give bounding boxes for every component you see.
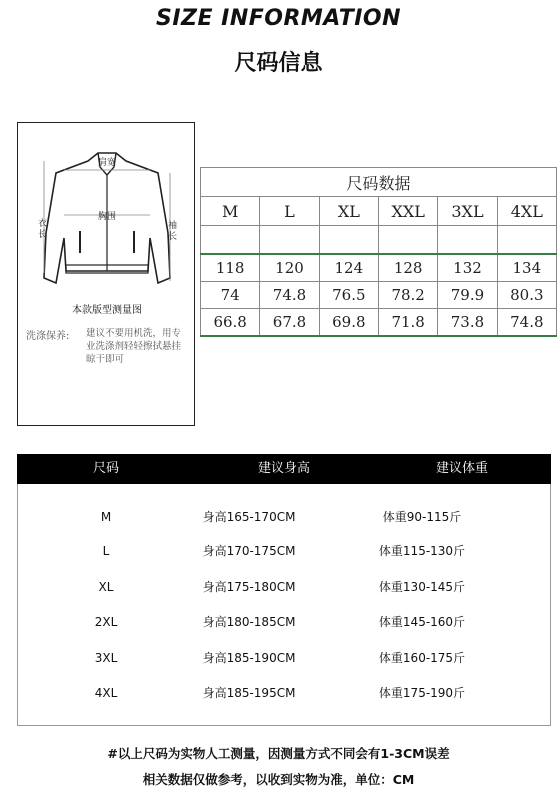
spec-cell: 74.8 bbox=[260, 282, 319, 309]
guide-weight-cell: 体重160-175斤 bbox=[378, 651, 466, 665]
size-header-cell: 4XL bbox=[497, 197, 556, 226]
spec-cell: 118 bbox=[201, 254, 260, 282]
size-header-cell: M bbox=[201, 197, 260, 226]
title-english: SIZE INFORMATION bbox=[155, 6, 402, 31]
spec-cell bbox=[260, 226, 319, 255]
measurement-note: #以上尺码为实物人工测量，因测量方式不同会有1-3CM误差 bbox=[107, 746, 450, 761]
spec-table bbox=[200, 167, 557, 337]
guide-size-cell: 4XL bbox=[94, 686, 118, 700]
spec-cell: 69.8 bbox=[319, 309, 378, 337]
guide-weight-cell: 体重130-145斤 bbox=[378, 580, 466, 594]
spec-cell: 124 bbox=[319, 254, 378, 282]
wash-care-text: 建议不要用机洗，用专业洗涤剂轻轻擦拭悬挂晾干即可 bbox=[86, 328, 182, 365]
diagram-box bbox=[17, 122, 195, 426]
guide-height-cell: 身高185-190CM bbox=[202, 651, 296, 665]
spec-cell: 74.8 bbox=[497, 309, 556, 337]
spec-cell: 76.5 bbox=[319, 282, 378, 309]
spec-cell: 134 bbox=[497, 254, 556, 282]
spec-cell: 74 bbox=[201, 282, 260, 309]
length-label: 衣 长 bbox=[38, 219, 48, 240]
spec-cell: 79.9 bbox=[438, 282, 497, 309]
guide-weight-cell: 体重90-115斤 bbox=[382, 510, 462, 524]
spec-cell: 120 bbox=[260, 254, 319, 282]
guide-size-cell: 2XL bbox=[94, 615, 118, 629]
spec-cell: 66.8 bbox=[201, 309, 260, 337]
spec-cell bbox=[497, 226, 556, 255]
reference-note: 相关数据仅做参考，以收到实物为准，单位：CM bbox=[142, 772, 415, 787]
shoulder-label: 肩宽 bbox=[98, 158, 117, 168]
spec-table-title: 尺码数据 bbox=[201, 168, 557, 197]
size-header-cell: XXL bbox=[378, 197, 437, 226]
spec-cell: 80.3 bbox=[497, 282, 556, 309]
spec-cell: 73.8 bbox=[438, 309, 497, 337]
spec-cell: 132 bbox=[438, 254, 497, 282]
guide-height-cell: 身高180-185CM bbox=[202, 615, 296, 629]
chest-label: 胸围 bbox=[98, 212, 117, 222]
size-header-cell: 3XL bbox=[438, 197, 497, 226]
guide-height-cell: 身高170-175CM bbox=[202, 544, 296, 558]
spec-cell: 67.8 bbox=[260, 309, 319, 337]
spec-cell: 71.8 bbox=[378, 309, 437, 337]
guide-height-cell: 身高175-180CM bbox=[202, 580, 296, 594]
guide-size-cell: XL bbox=[98, 580, 114, 594]
wash-care-label: 洗涤保养: bbox=[26, 331, 70, 342]
guide-height-cell: 身高185-195CM bbox=[202, 686, 296, 700]
sleeve-label: 袖 长 bbox=[168, 221, 178, 242]
guide-weight-cell: 体重115-130斤 bbox=[378, 544, 466, 558]
guide-weight-cell: 体重175-190斤 bbox=[378, 686, 466, 700]
header-height: 建议身高 bbox=[257, 461, 310, 476]
size-header-cell: L bbox=[260, 197, 319, 226]
size-header-cell: XL bbox=[319, 197, 378, 226]
spec-cell bbox=[378, 226, 437, 255]
guide-size-cell: L bbox=[102, 544, 110, 558]
spec-cell: 78.2 bbox=[378, 282, 437, 309]
header-weight: 建议体重 bbox=[435, 461, 488, 476]
guide-size-cell: 3XL bbox=[94, 651, 118, 665]
spec-cell bbox=[438, 226, 497, 255]
spec-cell: 128 bbox=[378, 254, 437, 282]
diagram-caption: 本款版型测量图 bbox=[72, 305, 142, 316]
guide-height-cell: 身高165-170CM bbox=[202, 510, 296, 524]
size-guide-header bbox=[17, 454, 551, 484]
guide-weight-cell: 体重145-160斤 bbox=[378, 615, 466, 629]
title-chinese: 尺码信息 bbox=[234, 51, 323, 76]
guide-size-cell: M bbox=[100, 510, 112, 524]
spec-cell bbox=[201, 226, 260, 255]
spec-cell bbox=[319, 226, 378, 255]
header-size: 尺码 bbox=[92, 461, 119, 476]
